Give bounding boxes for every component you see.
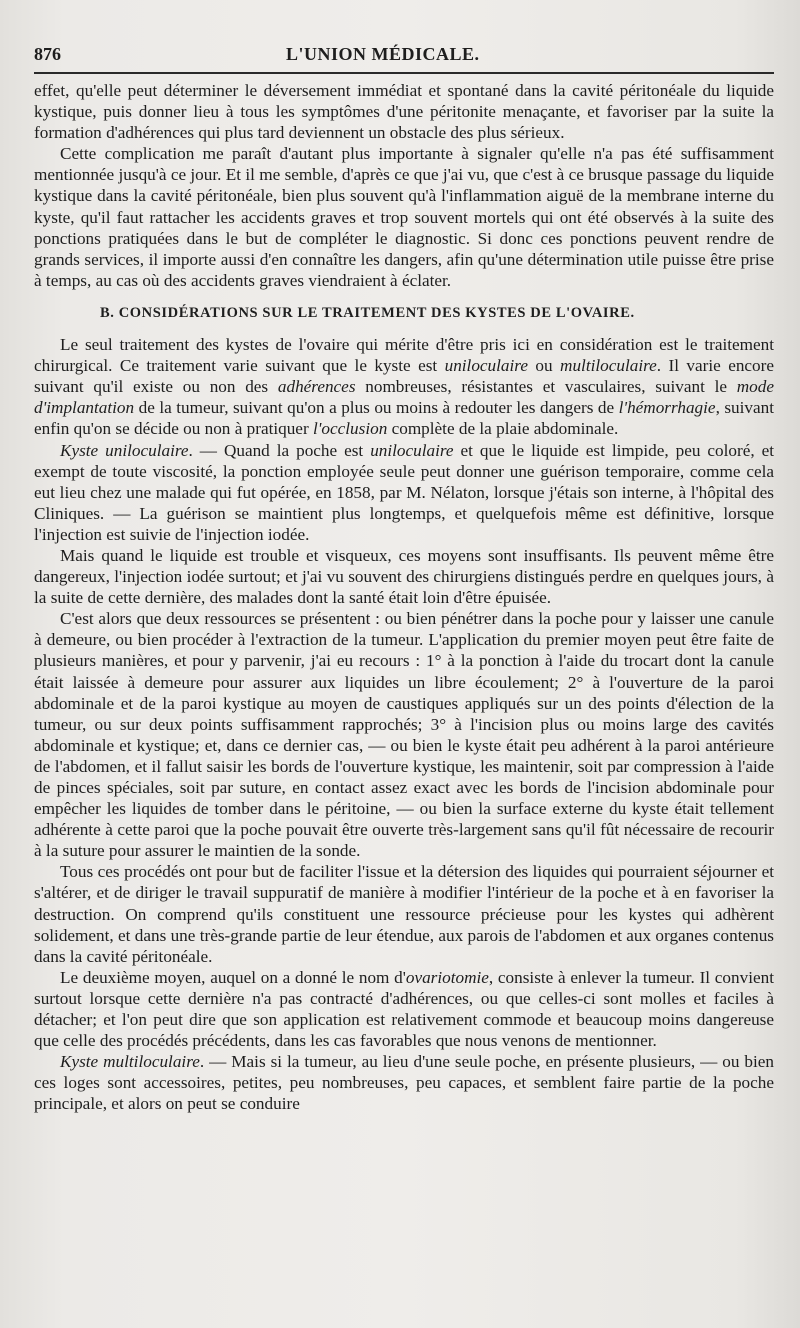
text-run: Cette complication me paraît d'autant plus importante à signaler qu'elle n'a pas été suffisamment mentionnée jusqu'à ce jour. Et il me semble, d'après ce que j'ai vu, que c'est à ce brusque passage du liquide kystique dans la cavité péritonéale, bien plus souvent qu'à l'inflammation aiguë de la membrane interne du kyste, qu'il faut rattacher les accidents graves et trop souvent mortels qui ont été observés à la suite des ponctions pratiquées dans le but de compléter le diagnostic. Si donc ces ponctions peuvent rendre de grands services, il importe aussi d'en connaître les dangers, afin qu'une détermination utile puisse être prise à temps, au cas où des accidents graves viendraient à éclater. [34, 144, 774, 290]
paragraph-p3 [34, 334, 774, 439]
text-run: . — Mais si la tumeur, au lieu d'une seule poche, en présente plusieurs, — ou bien ces loges sont accessoires, petites, peu nombreuses, peu capaces, et semblent faire partie de la poche principale, et alors on peut se conduire [34, 1052, 775, 1114]
body-text [34, 80, 774, 1115]
text-run: , consiste à enlever la tumeur. Il convient surtout lorsque cette dernière n'a pas contracté d'adhérences, ou que celles-ci sont molles et faciles à détacher; et l'on peut dire que son application est relativement commode et beaucoup moins dangereuse que celle des procédés précédents, dans les cas favorables que nous venons de mentionner. [34, 967, 774, 1051]
paragraph-p5 [34, 545, 774, 608]
paragraph-p9 [34, 1051, 774, 1114]
text-run: de la tumeur, suivant qu'on a plus ou moins à redouter les dangers de [134, 398, 619, 418]
section-heading [34, 303, 774, 324]
page-number: 876 [34, 44, 61, 64]
text-run: et que le liquide est limpide, peu coloré, et exempt de toute viscosité, la ponction employée seule peut donner une guérison temporaire, comme cela eut lieu chez une malade qui fut opérée, en 1858, par M. Nélaton, lorsque j'étais son interne, à l'hôpital des Cliniques. — La guérison se maintient plus longtemps, et quelquefois même est définitive, lorsque l'injection est suivie de l'injection iodée. [34, 440, 774, 544]
paragraph-p4 [34, 440, 774, 545]
paragraphs-after-heading [34, 334, 774, 1114]
paragraph-p2 [34, 143, 774, 291]
italic-text: uniloculaire [370, 440, 454, 460]
section-letter: B. [100, 304, 115, 321]
section-title: CONSIDÉRATIONS SUR LE TRAITEMENT DES KYSTES DE L'OVAIRE. [118, 304, 635, 321]
italic-text: multiloculaire [560, 356, 657, 376]
paragraphs-before-heading [34, 80, 774, 291]
italic-text: Kyste multiloculaire [60, 1052, 200, 1072]
running-head: L'UNION MÉDICALE. [286, 44, 480, 64]
header-rule [34, 72, 774, 74]
text-run: . Il varie encore suivant qu'il existe ou non des [34, 356, 774, 397]
italic-text: mode d'implantation [34, 377, 774, 418]
text-run: Mais quand le liquide est trouble et visqueux, ces moyens sont insuffisants. Ils peuvent même être dangereux, l'injection iodée surtout; et j'ai vu souvent des chirurgiens distingués perdre en quelques jours, à la suite de cette dernière, des malades dont la santé était loin d'être épuisée. [34, 545, 774, 608]
italic-text: uniloculaire [444, 356, 528, 376]
paragraph-p1 [34, 80, 774, 143]
text-run: Le seul traitement des kystes de l'ovaire qui mérite d'être pris ici en considération est le traitement chirurgical. Ce traitement varie suivant que le kyste est [34, 335, 774, 376]
text-run: Tous ces procédés ont pour but de faciliter l'issue et la détersion des liquides qui pourraient séjourner et s'altérer, et de diriger le travail suppuratif de manière à modifier l'intérieur de la poche et à en favoriser la destruction. On comprend qu'ils constituent une ressource précieuse pour les kystes qui adhèrent solidement, et dans une très-grande partie de leur étendue, aux parois de l'abdomen et aux organes contenus dans la cavité péritonéale. [34, 862, 774, 966]
paragraph-p7 [34, 861, 774, 966]
italic-text: adhérences [277, 377, 356, 397]
italic-text: l'occlusion [312, 419, 388, 439]
italic-text: Kyste uniloculaire [60, 440, 189, 460]
text-run: . — Quand la poche est [188, 440, 371, 460]
text-run: ou [527, 356, 561, 376]
paragraph-p6 [34, 608, 774, 861]
text-run: Le deuxième moyen, auquel on a donné le nom d' [60, 967, 406, 987]
text-run: , suivant enfin qu'on se décide ou non à pratiquer [34, 398, 774, 439]
text-run: C'est alors que deux ressources se présentent : ou bien pénétrer dans la poche pour y laisser une canule à demeure, ou bien procéder à l'extraction de la tumeur. L'application du premier moyen peut être faite de plusieurs manières, et pour y parvenir, j'ai eu recours : 1° à la ponction à l'aide du trocart dont la canule était laissée à demeure pour assurer aux liquides un libre écoulement; 2° à l'ouverture de la paroi abdominale et de la paroi kystique au moyen de caustiques appliqués sur un des points d'élection de la tumeur, ou sur deux points suffisamment rapprochés; 3° à l'incision plus ou moins large des cavités abdominale et kystique; et, dans ce dernier cas, — ou bien le kyste était peu adhérent à la paroi antérieure de l'abdomen, et il fallut saisir les bords de l'ouverture kystique, les maintenir, soit par compression à l'aide de pinces spéciales, soit par suture, en contact assez exact avec les bords de l'incision abdominale pour empêcher les liquides de tomber dans le péritoine, — ou bien la surface externe du kyste était tellement adhérente à cette paroi que la poche pouvait être ouverte très-largement sans qu'il fût nécessaire de recourir à la suture pour assurer le maintien de la sonde. [34, 609, 774, 861]
text-run: complète de la plaie abdominale. [387, 419, 619, 439]
italic-text: ovariotomie [405, 967, 489, 987]
text-run: nombreuses, résistantes et vasculaires, suivant le [355, 377, 737, 397]
page-header [34, 36, 774, 68]
italic-text: l'hémorrhagie [618, 398, 716, 418]
text-run: effet, qu'elle peut déterminer le déversement immédiat et spontané dans la cavité péritonéale du liquide kystique, puis donner lieu à tous les symptômes d'une péritonite menaçante, et favoriser par la suite la formation d'adhérences qui plus tard deviennent un obstacle des plus sérieux. [34, 81, 774, 143]
paragraph-p8 [34, 967, 774, 1051]
